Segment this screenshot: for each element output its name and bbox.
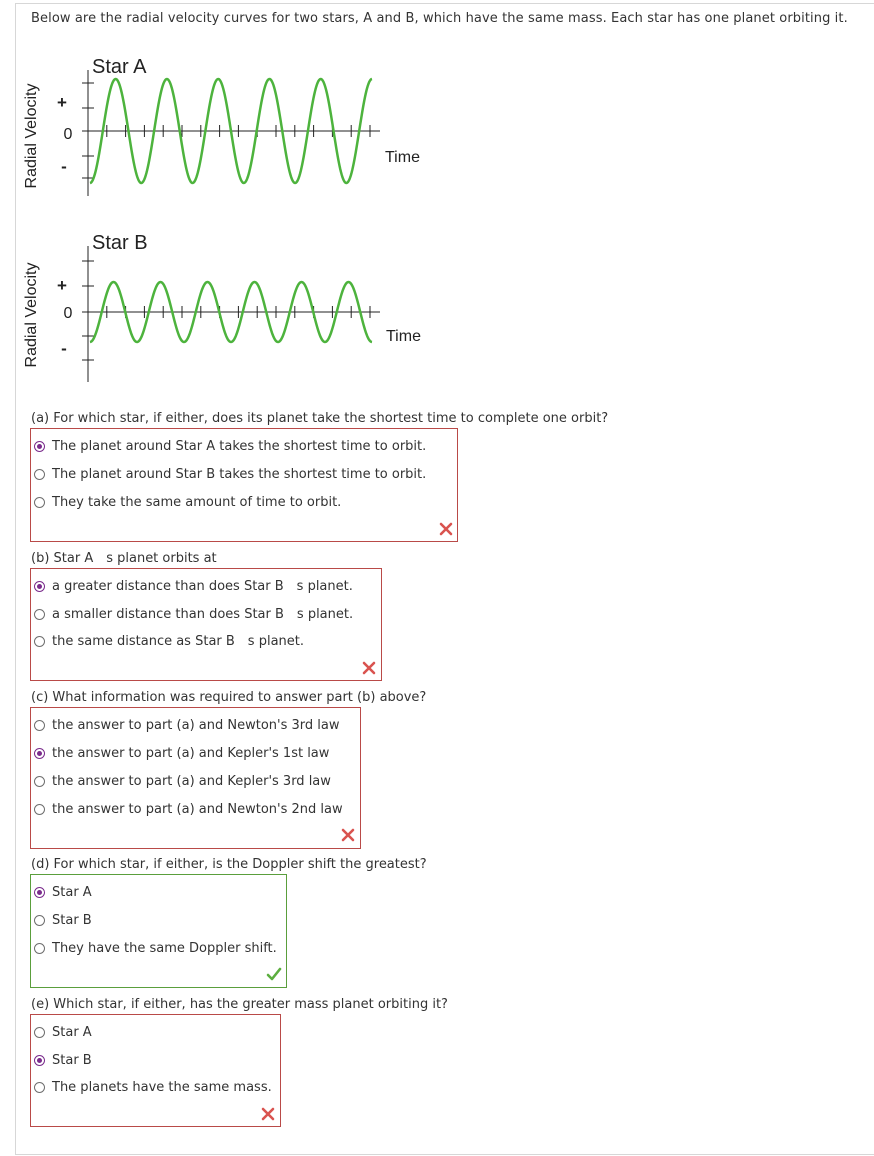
question-d-answer-box [30,874,287,988]
question-a-option-3[interactable] [34,491,341,513]
radio-button[interactable] [34,776,45,787]
radio-button[interactable] [34,609,45,620]
graph-a-tick-plus: + [57,93,67,112]
question-a-prompt: (a) For which star, if either, does its planet take the shortest time to complete one orbit? [31,411,609,426]
radio-button[interactable] [34,915,45,926]
intro-text: Below are the radial velocity curves for two stars, A and B, which have the same mass. Each star has one planet orbiting it. [31,11,848,26]
option-label: Star A [52,884,92,900]
option-label: Star B [52,912,92,928]
option-label: the answer to part (a) and Newton's 3rd law [52,717,340,733]
question-a-option-2[interactable] [34,463,426,485]
graph-b-xlabel: Time [386,328,421,345]
option-label: the same distance as Star B s planet. [52,633,305,649]
radio-button[interactable] [34,581,45,592]
graph-b-title: Star B [92,232,148,254]
question-c-prompt: (c) What information was required to answer part (b) above? [31,690,427,705]
radio-button[interactable] [34,748,45,759]
option-label: They take the same amount of time to orbit. [52,494,342,510]
option-label: The planets have the same mass. [52,1079,272,1095]
option-label: a smaller distance than does Star B s planet. [52,606,354,622]
question-b-option-1[interactable] [34,575,353,597]
graph-a-title: Star A [92,56,147,78]
question-b-option-3[interactable] [34,630,304,652]
incorrect-x-icon [341,828,355,842]
radio-button[interactable] [34,1027,45,1038]
question-e-option-1[interactable] [34,1021,92,1043]
incorrect-x-icon [261,1107,275,1121]
question-e-answer-box [30,1014,281,1127]
question-e-prompt: (e) Which star, if either, has the greater mass planet orbiting it? [31,997,448,1012]
option-label: the answer to part (a) and Kepler's 1st law [52,745,330,761]
question-a-answer-box [30,428,458,542]
radio-button[interactable] [34,636,45,647]
option-label: the answer to part (a) and Newton's 2nd law [52,801,343,817]
question-c-answer-box [30,707,361,849]
correct-check-icon [266,967,282,981]
question-e-option-2[interactable] [34,1049,92,1071]
graph-b-tick-minus: - [61,339,67,358]
question-b-prompt: (b) Star A s planet orbits at [31,551,217,566]
question-c-option-4[interactable] [34,798,343,820]
graph-a-xlabel: Time [385,149,420,166]
radio-button[interactable] [34,943,45,954]
question-d-option-1[interactable] [34,881,92,903]
incorrect-x-icon [362,661,376,675]
question-b-answer-box [30,568,382,681]
graph-b-svg [23,226,450,406]
option-label: Star B [52,1052,92,1068]
graph-b-tick-zero: 0 [63,305,73,322]
graph-a-tick-minus: - [61,157,67,176]
option-label: The planet around Star B takes the shortest time to orbit. [52,466,427,482]
radial-velocity-graph-star-b [23,226,450,406]
graph-a-svg [23,48,450,228]
radio-button[interactable] [34,720,45,731]
question-d-option-2[interactable] [34,909,92,931]
question-c-option-1[interactable] [34,714,339,736]
option-label: The planet around Star A takes the shortest time to orbit. [52,438,427,454]
question-c-option-3[interactable] [34,770,331,792]
radio-button[interactable] [34,804,45,815]
graph-b-ylabel: Radial Velocity [23,262,40,368]
graph-a-ylabel: Radial Velocity [23,83,40,189]
option-label: Star A [52,1024,92,1040]
radio-button[interactable] [34,469,45,480]
option-label: the answer to part (a) and Kepler's 3rd law [52,773,331,789]
option-label: a greater distance than does Star B s planet. [52,578,353,594]
incorrect-x-icon [439,522,453,536]
radial-velocity-graph-star-a [23,48,450,228]
question-b-option-2[interactable] [34,603,353,625]
graph-a-tick-zero: 0 [63,126,73,143]
radio-button[interactable] [34,887,45,898]
graph-b-tick-plus: + [57,276,67,295]
question-a-option-1[interactable] [34,435,426,457]
radio-button[interactable] [34,1082,45,1093]
question-d-prompt: (d) For which star, if either, is the Doppler shift the greatest? [31,857,427,872]
question-c-option-2[interactable] [34,742,329,764]
radio-button[interactable] [34,441,45,452]
radio-button[interactable] [34,497,45,508]
question-d-option-3[interactable] [34,937,277,959]
question-e-option-3[interactable] [34,1076,272,1098]
option-label: They have the same Doppler shift. [52,940,277,956]
radio-button[interactable] [34,1055,45,1066]
